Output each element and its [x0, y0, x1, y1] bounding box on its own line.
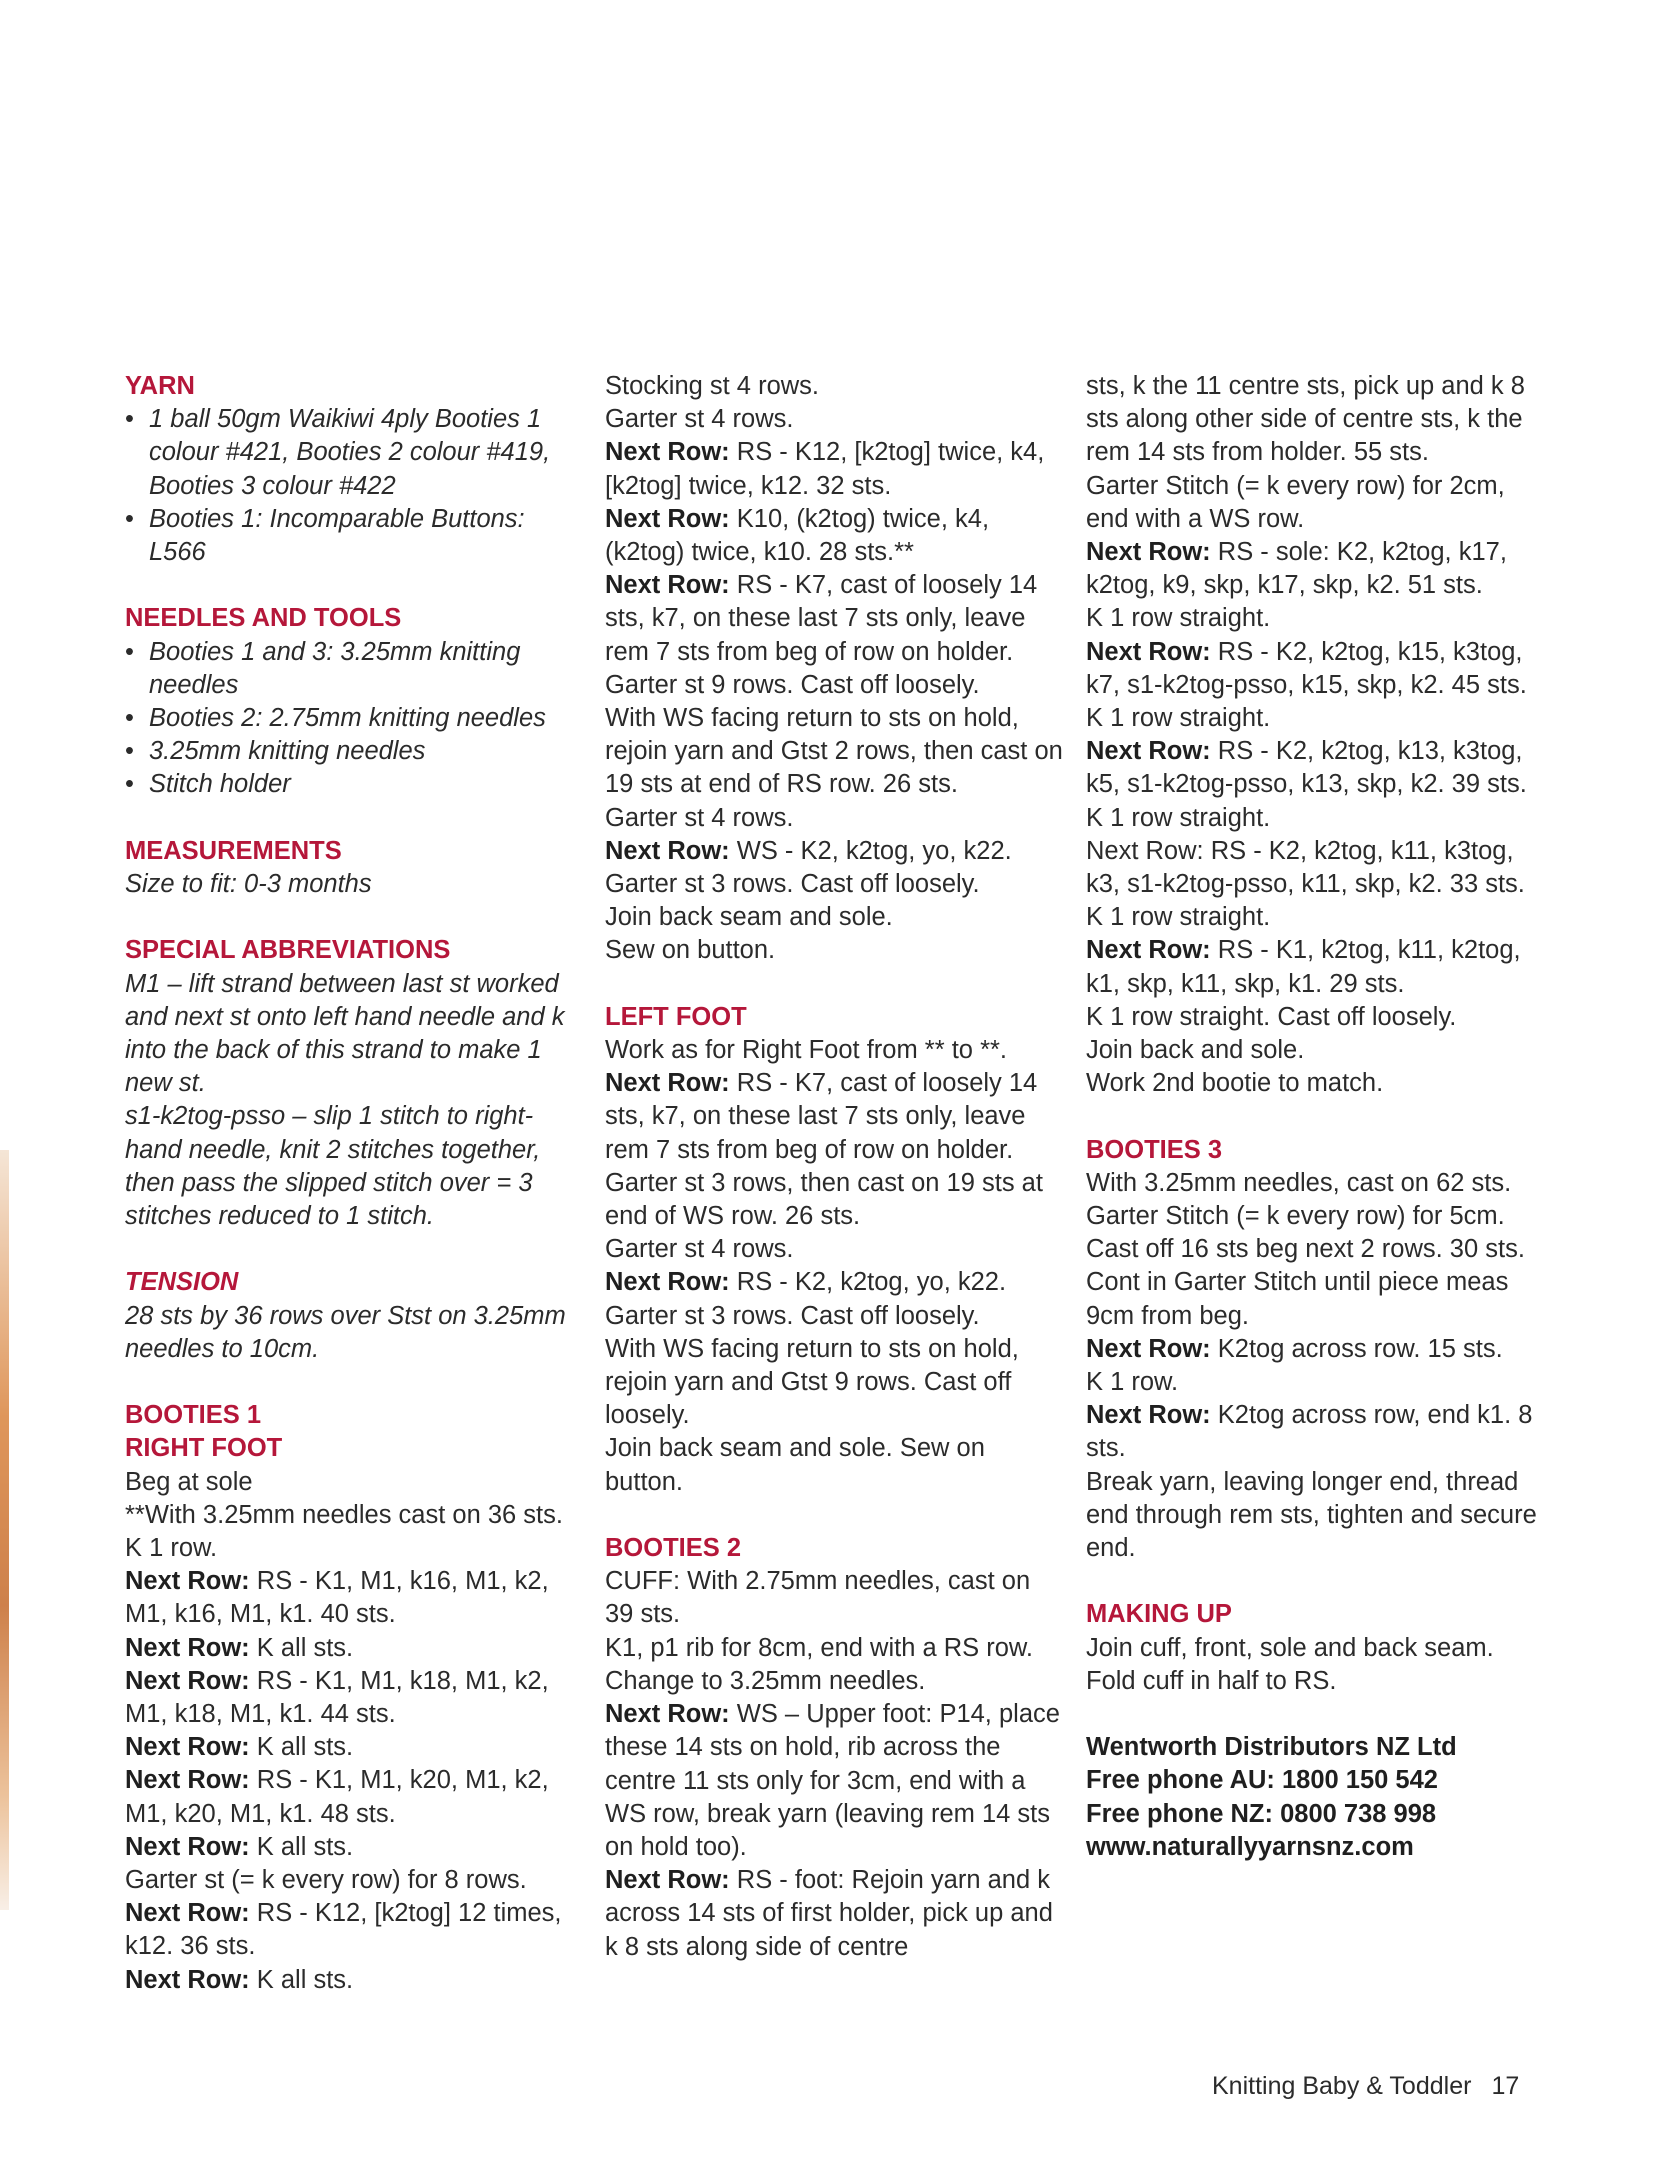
- instruction-line: Garter st 3 rows. Cast off loosely.: [605, 870, 980, 899]
- measurement-text: Size to fit: 0-3 months: [125, 870, 372, 899]
- instruction-line: Stocking st 4 rows.: [605, 372, 819, 400]
- heading-making-up: MAKING UP: [1086, 1600, 1232, 1629]
- instruction-line: Join back and sole.: [1086, 1036, 1305, 1065]
- instruction-line: Cont in Garter Stitch until piece meas 9cm from beg.: [1086, 1268, 1509, 1330]
- photo-edge-strip: [0, 1150, 9, 1910]
- instruction-line: With 3.25mm needles, cast on 62 sts.: [1086, 1168, 1512, 1197]
- instruction-line: Garter st 3 rows, then cast on 19 sts at end of WS row. 26 sts.: [605, 1168, 1043, 1231]
- instruction-row: Next Row: RS - sole: K2, k2tog, k17, k2tog, k9, skp, k17, skp, k2. 51 sts.: [1086, 538, 1507, 600]
- next-row-label: Next Row:: [125, 1633, 250, 1662]
- instruction-row: Next Row: K2tog across row, end k1. 8 sts.: [1086, 1401, 1533, 1463]
- next-row-label: Next Row:: [125, 1965, 250, 1994]
- instruction-row: Next Row: RS - K2, k2tog, k15, k3tog, k7, s1-k2tog-psso, k15, skp, k2. 45 sts.: [1086, 637, 1527, 699]
- instruction-row: Next Row: RS - K1, M1, k20, M1, k2, M1, k20, M1, k1. 48 sts.: [125, 1766, 549, 1828]
- instruction-row: Next Row: RS - K2, k2tog, yo, k22.: [605, 1268, 1007, 1297]
- instruction-line: Join back seam and sole.: [605, 903, 893, 932]
- heading-booties-2: BOOTIES 2: [605, 1534, 742, 1563]
- instruction-line: Garter st 4 rows.: [605, 1235, 794, 1264]
- instruction-line: Join back seam and sole. Sew on button.: [605, 1434, 985, 1496]
- instruction-line: Beg at sole: [125, 1467, 253, 1496]
- page-number: 17: [1491, 2072, 1520, 2100]
- heading-left-foot: LEFT FOOT: [605, 1002, 747, 1031]
- distributor-name: Wentworth Distributors NZ Ltd: [1086, 1733, 1457, 1762]
- instruction-row: Next Row: K all sts.: [125, 1733, 354, 1762]
- instruction-row: Next Row: RS - K1, k2tog, k11, k2tog, k1, skp, k11, skp, k1. 29 sts.: [1086, 936, 1521, 998]
- instruction-line: Garter Stitch (= k every row) for 2cm, end with a WS row.: [1086, 471, 1505, 533]
- instruction-row: Next Row: RS - K2, k2tog, k13, k3tog, k5, s1-k2tog-psso, k13, skp, k2. 39 sts.: [1086, 737, 1527, 799]
- next-row-label: Next Row:: [605, 571, 730, 600]
- next-row-label: Next Row:: [605, 1069, 730, 1098]
- instruction-line: Garter st 9 rows. Cast off loosely.: [605, 670, 980, 699]
- column-1: [125, 370, 575, 1997]
- heading-booties-3: BOOTIES 3: [1086, 1135, 1223, 1164]
- website-link[interactable]: www.naturallyyarnsnz.com: [1086, 1832, 1414, 1861]
- instruction-line: sts, k the 11 centre sts, pick up and k 8 sts along other side of centre sts, k the rem 14 sts from holder. 55 sts.: [1086, 372, 1525, 467]
- tension-text: 28 sts by 36 rows over Stst on 3.25mm needles to 10cm.: [125, 1301, 566, 1363]
- heading-tension: TENSION: [125, 1268, 239, 1297]
- instruction-line: K1, p1 rib for 8cm, end with a RS row.: [605, 1633, 1034, 1662]
- instruction-line: Cast off 16 sts beg next 2 rows. 30 sts.: [1086, 1235, 1525, 1264]
- heading-yarn: YARN: [125, 372, 195, 400]
- phone-nz: Free phone NZ: 0800 738 998: [1086, 1799, 1437, 1828]
- instruction-row: Next Row: RS - K1, M1, k18, M1, k2, M1, k18, M1, k1. 44 sts.: [125, 1666, 549, 1729]
- instruction-line: K 1 row straight. Cast off loosely.: [1086, 1002, 1457, 1031]
- next-row-label: Next Row:: [605, 1866, 730, 1895]
- instruction-line: K 1 row straight.: [1086, 704, 1271, 733]
- next-row-label: Next Row:: [605, 1268, 730, 1297]
- next-row-label: Next Row:: [1086, 1334, 1211, 1363]
- column-3: [1086, 370, 1546, 1864]
- instruction-row: Next Row: WS – Upper foot: P14, place these 14 sts on hold, rib across the centre 11 sts only for 3cm, end with a WS row, break yarn (leaving rem 14 sts on hold too).: [605, 1700, 1060, 1861]
- instruction-line: Work as for Right Foot from ** to **.: [605, 1036, 1007, 1065]
- next-row-label: Next Row:: [605, 1700, 730, 1729]
- abbreviation-m1: M1 – lift strand between last st worked and next st onto left hand needle and k into the back of this strand to make 1 new st.: [125, 969, 565, 1098]
- instruction-line: Work 2nd bootie to match.: [1086, 1069, 1384, 1098]
- next-row-label: Next Row:: [1086, 737, 1211, 766]
- instruction-line: K 1 row straight.: [1086, 803, 1271, 832]
- heading-booties-1: BOOTIES 1: [125, 1401, 262, 1430]
- instruction-line: K 1 row.: [125, 1534, 218, 1563]
- instruction-line: Sew on button.: [605, 936, 776, 965]
- page-footer: [1212, 2072, 1542, 2106]
- heading-needles: NEEDLES AND TOOLS: [125, 604, 402, 633]
- next-row-label: Next Row:: [605, 438, 730, 467]
- instruction-row: Next Row: RS - foot: Rejoin yarn and k across 14 sts of first holder, pick up and k 8 sts along side of centre: [605, 1866, 1053, 1961]
- next-row-label: Next Row:: [1086, 936, 1211, 965]
- instruction-line: K 1 row straight.: [1086, 903, 1271, 932]
- instruction-line: With WS facing return to sts on hold, rejoin yarn and Gtst 9 rows. Cast off loosely.: [605, 1334, 1019, 1430]
- instruction-line: Fold cuff in half to RS.: [1086, 1666, 1337, 1695]
- next-row-label: Next Row:: [125, 1899, 250, 1928]
- next-row-label: Next Row:: [125, 1766, 250, 1795]
- instruction-row: Next Row: RS - K12, [k2tog] twice, k4, [k2tog] twice, k12. 32 sts.: [605, 438, 1045, 500]
- instruction-line: Garter st (= k every row) for 8 rows.: [125, 1866, 527, 1895]
- instruction-row: Next Row: RS - K7, cast of loosely 14 sts, k7, on these last 7 sts only, leave rem 7 sts from beg of row on holder.: [605, 571, 1038, 666]
- next-row-label: Next Row:: [1086, 1401, 1211, 1430]
- instruction-row: Next Row: WS - K2, k2tog, yo, k22.: [605, 836, 1012, 865]
- book-title: Knitting Baby & Toddler: [1212, 2072, 1472, 2100]
- list-item: • Booties 2: 2.75mm knitting needles: [125, 702, 575, 735]
- list-item: • 1 ball 50gm Waikiwi 4ply Booties 1 colour #421, Booties 2 colour #419, Booties 3 colour #422: [125, 403, 575, 503]
- next-row-label: Next Row:: [125, 1733, 250, 1762]
- instruction-line: **With 3.25mm needles cast on 36 sts.: [125, 1500, 563, 1529]
- instruction-line: Garter st 4 rows.: [605, 803, 794, 832]
- column-2: [605, 370, 1065, 1964]
- list-item: • Stitch holder: [125, 768, 575, 801]
- instruction-row: Next Row: K10, (k2tog) twice, k4, (k2tog) twice, k10. 28 sts.**: [605, 504, 990, 567]
- next-row-label: Next Row:: [1086, 538, 1211, 567]
- instruction-line: K 1 row straight.: [1086, 604, 1271, 633]
- instruction-row: Next Row: K all sts.: [125, 1965, 354, 1994]
- instruction-line: With WS facing return to sts on hold, rejoin yarn and Gtst 2 rows, then cast on 19 sts at end of RS row. 26 sts.: [605, 704, 1063, 799]
- heading-right-foot: RIGHT FOOT: [125, 1434, 283, 1463]
- instruction-row: Next Row: K all sts.: [125, 1633, 354, 1662]
- instruction-line: Garter Stitch (= k every row) for 5cm.: [1086, 1202, 1505, 1231]
- instruction-line: K 1 row.: [1086, 1368, 1179, 1397]
- instruction-line: Garter st 4 rows.: [605, 405, 794, 434]
- next-row-label: Next Row:: [125, 1666, 250, 1695]
- phone-au: Free phone AU: 1800 150 542: [1086, 1766, 1438, 1795]
- list-item: • 3.25mm knitting needles: [125, 735, 575, 768]
- next-row-label: Next Row:: [605, 836, 730, 865]
- instruction-line: Change to 3.25mm needles.: [605, 1666, 926, 1695]
- instruction-row: Next Row: K all sts.: [125, 1832, 354, 1861]
- list-item: • Booties 1: Incomparable Buttons: L566: [125, 503, 575, 569]
- next-row-label: Next Row:: [605, 504, 730, 533]
- instruction-line: Next Row: RS - K2, k2tog, k11, k3tog, k3, s1-k2tog-psso, k11, skp, k2. 33 sts.: [1086, 836, 1525, 899]
- abbreviation-s1k2togpsso: s1-k2tog-psso – slip 1 stitch to right-hand needle, knit 2 stitches together, then pass the slipped stitch over = 3 stitches reduced to 1 stitch.: [125, 1102, 541, 1231]
- instruction-line: Garter st 3 rows. Cast off loosely.: [605, 1301, 980, 1330]
- instruction-row: Next Row: RS - K12, [k2tog] 12 times, k12. 36 sts.: [125, 1899, 562, 1961]
- instruction-row: Next Row: RS - K1, M1, k16, M1, k2, M1, k16, M1, k1. 40 sts.: [125, 1567, 549, 1629]
- instruction-row: Next Row: K2tog across row. 15 sts.: [1086, 1334, 1503, 1363]
- next-row-label: Next Row:: [1086, 637, 1211, 666]
- heading-measurements: MEASUREMENTS: [125, 836, 342, 865]
- list-item: • Booties 1 and 3: 3.25mm knitting needles: [125, 636, 575, 702]
- instruction-line: Join cuff, front, sole and back seam.: [1086, 1633, 1494, 1662]
- next-row-label: Next Row:: [125, 1567, 250, 1596]
- instruction-line: Break yarn, leaving longer end, thread end through rem sts, tighten and secure end.: [1086, 1467, 1537, 1563]
- instruction-row: Next Row: RS - K7, cast of loosely 14 sts, k7, on these last 7 sts only, leave rem 7 sts from beg of row on holder.: [605, 1069, 1038, 1164]
- heading-abbreviations: SPECIAL ABBREVIATIONS: [125, 936, 451, 965]
- next-row-label: Next Row:: [125, 1832, 250, 1861]
- instruction-line: CUFF: With 2.75mm needles, cast on 39 sts.: [605, 1567, 1031, 1629]
